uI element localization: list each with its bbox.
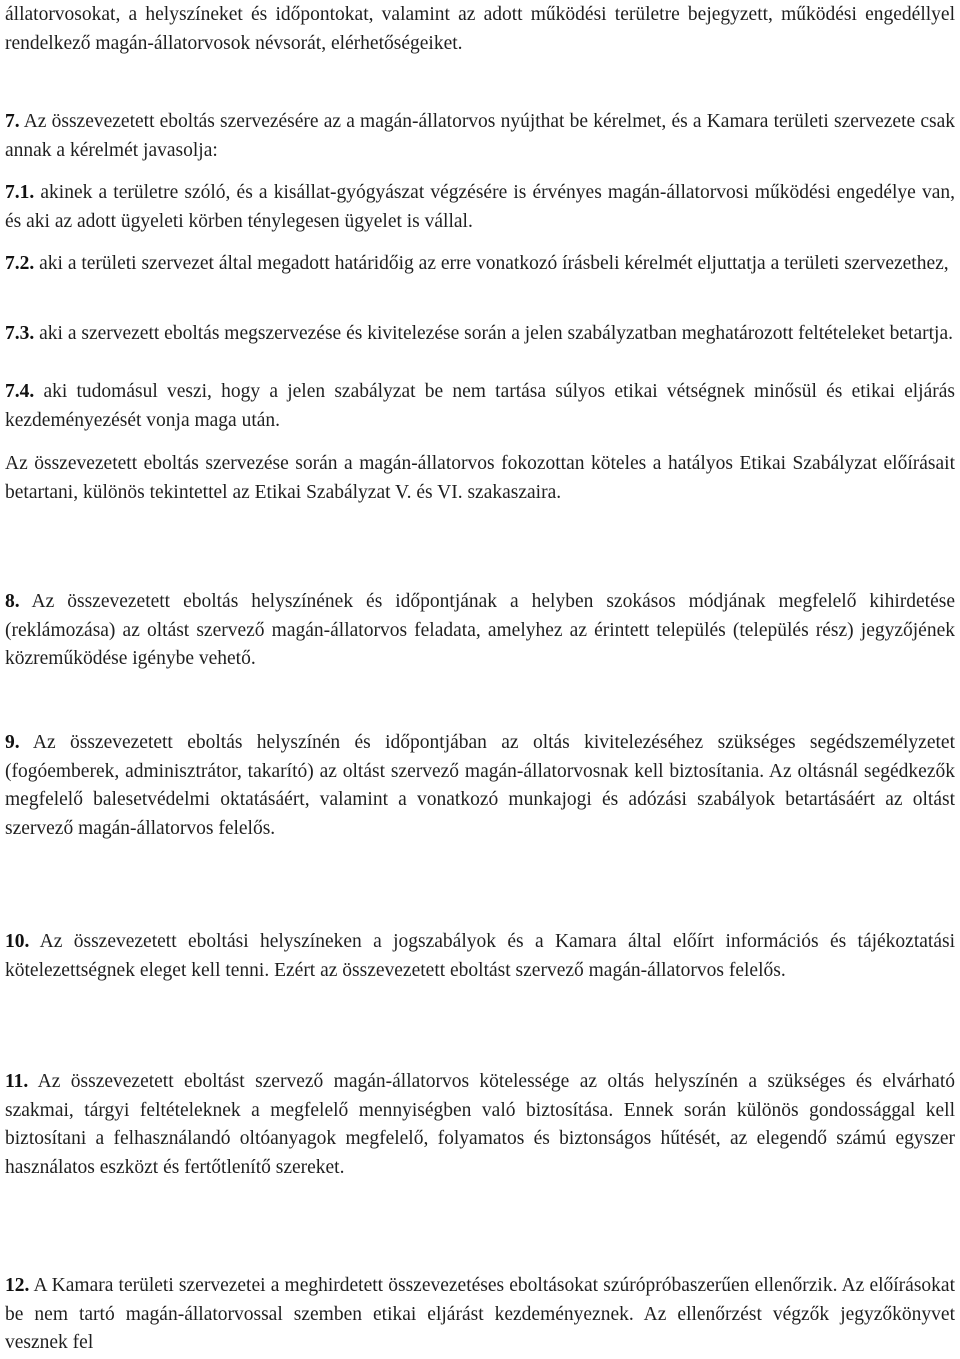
section-number: 10. [5,931,30,952]
paragraph-7-1 [5,179,955,236]
paragraph-intro [5,1,955,58]
paragraph-text: aki tudomásul veszi, hogy a jelen szabályzat be nem tartása súlyos etikai vétségnek minősül és etikai eljárás kezdeményezését vonja maga után. [5,381,955,431]
paragraph-7-3 [5,320,955,349]
paragraph-12 [5,1272,955,1358]
section-number: 9. [5,732,20,753]
paragraph-text: Az összevezetett eboltás szervezése során a magán-állatorvos fokozottan köteles a hatályos Etikai Szabályzat előírásait betartani, különös tekintettel az Etikai Szabályzat V. és VI. szakaszaira. [5,453,955,503]
paragraph-text: akinek a területre szóló, és a kisállat-gyógyászat végzésére is érvényes magán-állatorvosi működési engedélye van, és aki az adott ügyeleti körben ténylegesen ügyelet is vállal. [5,182,956,232]
paragraph-text: Az összevezetett eboltás helyszínének és időpontjának a helyben szokásos módjának megfelelő kihirdetése (reklámozása) az oltást szervező magán-állatorvos feladata, amelyhez az érintett település (település rész) jegyzőjének közreműködése igénybe vehető. [5,591,955,670]
paragraph-11 [5,1068,955,1182]
paragraph-7 [5,108,955,165]
paragraph-text: A Kamara területi szervezetei a meghirdetett összevezetéses eboltásokat szúrópróbaszerűen ellenőrzik. Az előírásokat be nem tartó magán-állatorvossal szemben etikai eljárást kezdeményeznek. Az ellenőrzést végzők jegyzőkönyvet vesznek fel [5,1275,955,1354]
paragraph-text: aki a szervezett eboltás megszervezése és kivitelezése során a jelen szabályzatban meghatározott feltételeket betartja. [39,323,953,344]
paragraph-text: aki a területi szervezet által megadott határidőig az erre vonatkozó írásbeli kérelmét eljuttatja a területi szervezethez, [39,253,949,274]
section-number: 11. [5,1071,29,1092]
paragraph-etikai [5,450,955,507]
section-number: 8. [5,591,20,612]
paragraph-text: Az összevezetett eboltást szervező magán-állatorvos kötelessége az oltás helyszínén a szükséges és elvárható szakmai, tárgyi feltételeknek a megfelelő mennyiségben való biztosítása. Ennek során különös gondossággal kell biztosítani a felhasználandó oltóanyagok megfelelő, folyamatos és biztonságos hűtését, az elegendő számú egyszer használatos eszközt és fertőtlenítő szereket. [5,1071,955,1178]
section-number: 7.2. [5,253,35,274]
paragraph-text: Az összevezetett eboltási helyszíneken a jogszabályok és a Kamara által előírt információs és tájékoztatási kötelezettségnek eleget kell tenni. Ezért az összevezetett eboltást szervező magán-állatorvos felelős. [5,931,955,981]
paragraph-8 [5,588,955,674]
paragraph-9 [5,729,955,843]
paragraph-10 [5,928,955,985]
paragraph-7-4 [5,378,955,435]
section-number: 7.4. [5,381,35,402]
paragraph-7-2 [5,250,955,279]
section-number: 12. [5,1275,30,1296]
section-number: 7. [5,111,20,132]
section-number: 7.1. [5,182,35,203]
paragraph-text: állatorvosokat, a helyszíneket és időpontokat, valamint az adott működési területre bejegyzett, működési engedéllyel rendelkező magán-állatorvosok névsorát, elérhetőségeiket. [5,4,955,54]
paragraph-text: Az összevezetett eboltás szervezésére az a magán-állatorvos nyújthat be kérelmet, és a Kamara területi szervezete csak annak a kérelmét javasolja: [5,111,955,161]
section-number: 7.3. [5,323,35,344]
paragraph-text: Az összevezetett eboltás helyszínén és időpontjában az oltás kivitelezéséhez szükséges segédszemélyzetet (fogóemberek, adminisztrátor, takarító) az oltást szervező magán-állatorvosnak kell biztosítania. Az oltásnál segédkezők megfelelő balesetvédelmi oktatásáért, valamint a vonatkozó munkajogi és adózási szabályok betartásáért az oltást szervező magán-állatorvos felelős. [5,732,955,839]
